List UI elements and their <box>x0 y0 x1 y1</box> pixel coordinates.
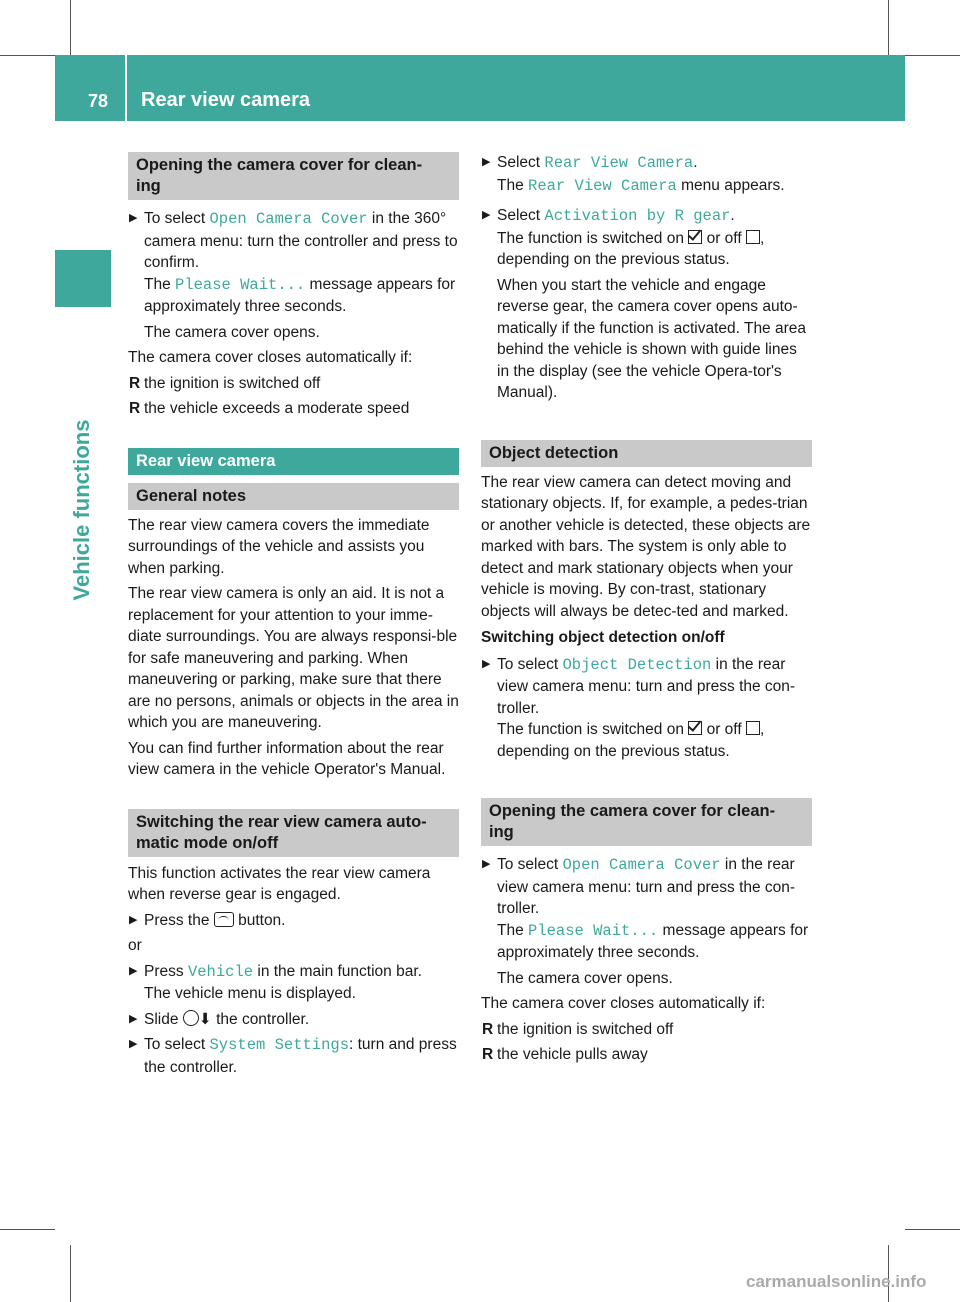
checkbox-empty-icon <box>746 230 760 244</box>
arrow-icon: ▶ <box>129 964 138 977</box>
section-heading: Switching the rear view camera auto- matic mode on/off <box>128 809 459 857</box>
instruction-step: ▶ Select Rear View Camera. <box>482 154 698 172</box>
crop-mark <box>905 1229 960 1230</box>
slide-down-icon: ⬇ <box>198 1010 212 1028</box>
arrow-icon: ▶ <box>129 1038 138 1050</box>
right-column <box>481 152 812 1066</box>
crop-mark <box>0 1229 55 1230</box>
checkbox-checked-icon <box>688 721 702 735</box>
list-item: R the ignition is switched off <box>482 1020 674 1038</box>
paragraph: The rear view camera is only an aid. It is not a replacement for your attention to your imme-diate surroundings. You are always responsi-ble for safe maneuvering and parking. When maneuvering or parking, make sure that there are no persons, animals or objects in the area in which you are maneuvering. <box>128 585 459 731</box>
page-number: 78 <box>88 91 109 111</box>
section-heading: Object detection <box>481 440 812 467</box>
crop-mark <box>0 55 55 56</box>
arrow-icon: ▶ <box>129 913 138 926</box>
section-heading-main: Rear view camera <box>128 448 459 475</box>
arrow-icon: ▶ <box>482 858 491 870</box>
instruction-step: ▶ Press Vehicle in the main function bar. <box>129 962 422 981</box>
list-item: R the vehicle exceeds a moderate speed <box>129 400 410 417</box>
paragraph: The rear view camera can detect moving and stationary objects. If, for example, a pedes-trian or another vehicle is detected, these objects are marked with bars. The system is only able to detect and mark stationary objects when your vehicle is moving. By con-trast, stationary objects will always be detec-ted and marked. <box>481 473 811 620</box>
watermark: carmanualsonline.info <box>746 1272 927 1291</box>
step-result: The Rear View Camera menu appears. <box>497 176 785 195</box>
step-result: The camera cover opens. <box>497 969 673 987</box>
checkbox-empty-icon <box>746 721 760 735</box>
arrow-icon: ▶ <box>129 1012 138 1025</box>
step-result: When you start the vehicle and engage reverse gear, the camera cover opens auto-matically if the function is activated. The area behind the vehicle is shown with guide lines in the display (see the vehicle Opera-tor's Manual). <box>497 276 807 401</box>
car-button-icon <box>214 912 234 927</box>
side-tab-marker <box>55 250 111 307</box>
step-result: depending on the previous status. <box>497 742 730 760</box>
step-result: The vehicle menu is displayed. <box>144 985 356 1002</box>
section-heading: Opening the camera cover for clean- ing <box>481 798 812 846</box>
step-result: The function is switched on or off , <box>497 229 765 247</box>
section-heading: General notes <box>128 483 459 510</box>
arrow-icon: ▶ <box>482 209 491 221</box>
instruction-step: ▶ Press the button. <box>128 910 459 932</box>
step-result: The Please Wait... message appears for approximately three seconds. <box>497 921 809 961</box>
list-item: R the ignition is switched off <box>129 374 321 392</box>
arrow-icon: ▶ <box>129 212 138 224</box>
paragraph: The camera cover closes automatically if: <box>128 349 413 366</box>
step-result: depending on the previous status. <box>497 251 730 268</box>
step-result: The function is switched on or off , <box>497 721 765 738</box>
step-result: The camera cover opens. <box>144 323 320 341</box>
paragraph: or <box>128 937 142 954</box>
header-divider <box>125 55 127 121</box>
paragraph: The camera cover closes automatically if: <box>481 995 766 1012</box>
section-heading: Opening the camera cover for clean- ing <box>128 152 459 200</box>
page-header <box>55 55 905 121</box>
instruction-step: ▶ Select Activation by R gear. <box>482 207 735 225</box>
instruction-step: ▶ To select Open Camera Cover in the 360° camera menu: turn the controller and press to confirm. <box>129 210 458 271</box>
paragraph: This function activates the rear view camera when reverse gear is engaged. <box>128 864 431 903</box>
list-item: R the vehicle pulls away <box>482 1046 648 1063</box>
subheading: Switching object detection on/off <box>481 629 725 646</box>
step-result: The Please Wait... message appears for approximately three seconds. <box>144 275 456 315</box>
page-title: Rear view camera <box>141 89 311 111</box>
instruction-step: ▶ To select Open Camera Cover in the rear view camera menu: turn and press the con-troller. <box>482 856 796 917</box>
paragraph: The rear view camera covers the immediate surroundings of the vehicle and assists you when parking. <box>128 516 430 577</box>
checkbox-checked-icon <box>688 230 702 244</box>
left-column <box>128 152 459 1078</box>
instruction-step: ▶ To select Object Detection in the rear view camera menu: turn and press the con-troller. <box>482 655 796 717</box>
side-tab-label: Vehicle functions <box>69 419 94 601</box>
instruction-step: ▶ Slide ⬇ the controller. <box>128 1009 459 1031</box>
arrow-icon: ▶ <box>482 156 491 168</box>
arrow-icon: ▶ <box>482 657 491 670</box>
paragraph: You can find further information about the rear view camera in the vehicle Operator's Manual. <box>128 739 446 778</box>
controller-icon <box>183 1010 199 1026</box>
crop-mark <box>70 1245 71 1302</box>
crop-mark <box>905 55 960 56</box>
instruction-step: ▶ To select System Settings: turn and press the controller. <box>129 1036 457 1076</box>
